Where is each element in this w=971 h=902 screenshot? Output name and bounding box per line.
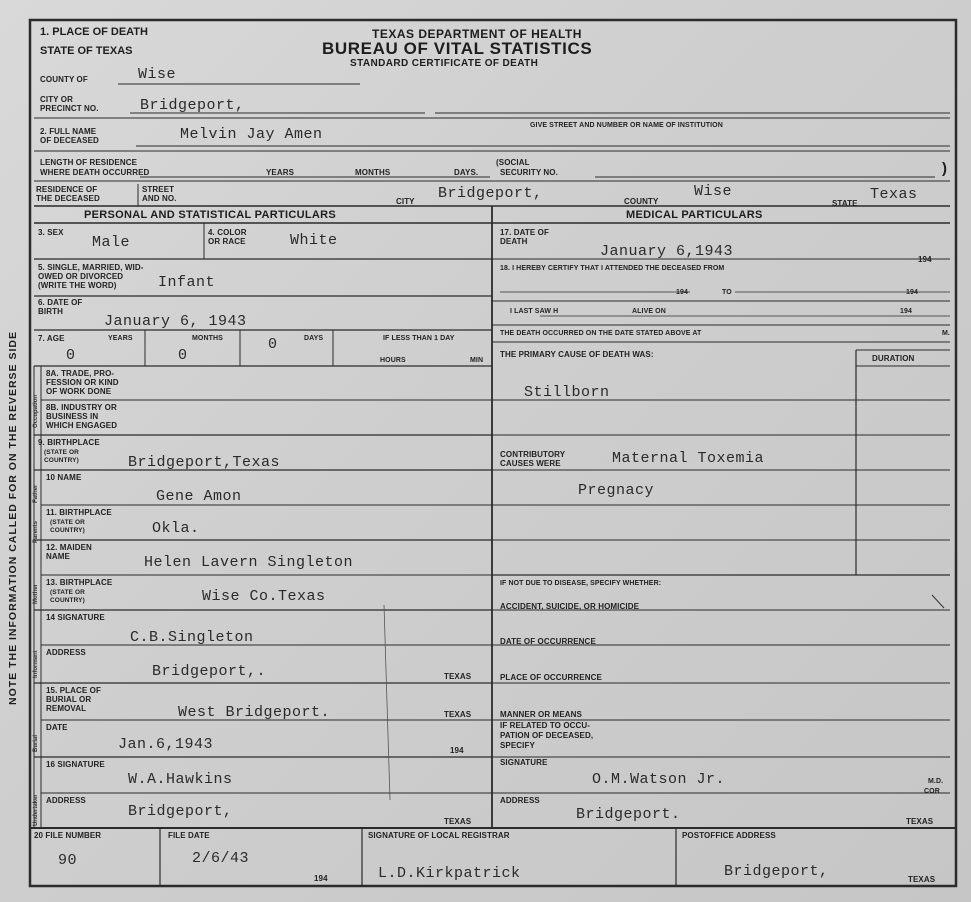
full-name-label-1: 2. FULL NAME xyxy=(40,127,97,136)
color-value: White xyxy=(290,232,338,249)
undertaker-signature-label: 16 SIGNATURE xyxy=(46,760,105,769)
marital-value: Infant xyxy=(158,274,216,291)
burial-place-value: West Bridgeport. xyxy=(178,704,331,721)
trade-label-3: OF WORK DONE xyxy=(46,387,112,396)
mother-birthplace-label-3: COUNTRY) xyxy=(50,597,85,604)
industry-label-1: 8B. INDUSTRY OR xyxy=(46,403,117,412)
color-label-2: OR RACE xyxy=(208,237,246,246)
residence-county-value: Wise xyxy=(694,183,733,200)
father-name-value: Gene Amon xyxy=(156,488,242,505)
color-label-1: 4. COLOR xyxy=(208,228,247,237)
contributory-value-1: Maternal Toxemia xyxy=(612,450,765,467)
father-birthplace-label-3: COUNTRY) xyxy=(50,527,85,534)
registrar-value: L.D.Kirkpatrick xyxy=(378,865,521,882)
informant-value: C.B.Singleton xyxy=(130,629,254,646)
burial-date-value: Jan.6,1943 xyxy=(118,736,214,753)
give-street-label: GIVE STREET AND NUMBER OR NAME OF INSTITUTION xyxy=(530,122,723,129)
industry-label-3: WHICH ENGAGED xyxy=(46,421,118,430)
city-or-label: CITY OR xyxy=(40,95,74,104)
burial-texas-label: TEXAS xyxy=(444,710,472,719)
undertaker-value: W.A.Hawkins xyxy=(128,771,233,788)
county-value: Wise xyxy=(138,66,177,83)
mother-birthplace-label-1: 13. BIRTHPLACE xyxy=(46,578,113,587)
burial-year-label: 194 xyxy=(450,746,464,755)
birthplace-label-1: 9. BIRTHPLACE xyxy=(38,438,100,447)
less-day-label: IF LESS THAN 1 DAY xyxy=(383,335,455,342)
full-name-label-2: OF DECEASED xyxy=(40,136,99,145)
group-mother-label: Mother xyxy=(33,584,39,604)
contributory-label-1: CONTRIBUTORY xyxy=(500,450,566,459)
age-years-label: YEARS xyxy=(108,335,133,342)
father-birthplace-label-2: (STATE OR xyxy=(50,519,85,526)
last-saw-label: I LAST SAW H xyxy=(510,308,559,315)
certificate-title: STANDARD CERTIFICATE OF DEATH xyxy=(350,58,539,69)
date-of-death-value: January 6,1943 xyxy=(600,243,734,260)
group-father-label: Father xyxy=(33,484,39,503)
trade-label-1: 8A. TRADE, PRO- xyxy=(46,369,115,378)
birthplace-label-2: (STATE OR xyxy=(44,449,79,456)
postoffice-label: POSTOFFICE ADDRESS xyxy=(682,831,776,840)
county-of-label: COUNTY OF xyxy=(40,75,88,84)
maiden-label-1: 12. MAIDEN xyxy=(46,543,92,552)
maiden-label-2: NAME xyxy=(46,552,70,561)
social-paren: ) xyxy=(942,160,947,177)
place-occurrence-label: PLACE OF OCCURRENCE xyxy=(500,673,602,682)
group-occupation-label: Occupation xyxy=(33,394,39,428)
father-birthplace-label-1: 11. BIRTHPLACE xyxy=(46,508,112,517)
md-label: M.D. xyxy=(928,778,944,785)
informant-texas-label: TEXAS xyxy=(444,672,472,681)
burial-label-1: 15. PLACE OF xyxy=(46,686,101,695)
state-label: STATE xyxy=(832,199,858,208)
alive-on-label: ALIVE ON xyxy=(632,308,666,315)
marital-label-2: OWED OR DIVORCED xyxy=(38,272,124,281)
informant-signature-label: 14 SIGNATURE xyxy=(46,613,105,622)
full-name-value: Melvin Jay Amen xyxy=(180,126,323,143)
related-label-2: PATION OF DECEASED, xyxy=(500,731,594,740)
m-label: M. xyxy=(942,330,950,337)
residence-label-1: RESIDENCE OF xyxy=(36,185,98,194)
physician-address-label: ADDRESS xyxy=(500,796,540,805)
related-label-3: SPECIFY xyxy=(500,741,535,750)
street-label-1: STREET xyxy=(142,185,175,194)
physician-address-value: Bridgeport. xyxy=(576,806,681,823)
date-of-death-label-2: DEATH xyxy=(500,237,528,246)
file-year-label: 194 xyxy=(314,874,328,883)
undertaker-address-value: Bridgeport, xyxy=(128,803,233,820)
age-days-value: 0 xyxy=(268,336,278,353)
state-of-texas-label: STATE OF TEXAS xyxy=(40,45,133,57)
burial-label-2: BURIAL OR xyxy=(46,695,92,704)
file-number-value: 90 xyxy=(58,852,78,869)
undertaker-texas-label: TEXAS xyxy=(444,817,472,826)
registrar-texas-label: TEXAS xyxy=(908,875,936,884)
file-date-label: FILE DATE xyxy=(168,831,210,840)
years-label: YEARS xyxy=(266,168,295,177)
alive-year-label: 194 xyxy=(900,308,912,315)
from-year-label: 194 xyxy=(676,289,688,296)
physician-signature-label: SIGNATURE xyxy=(500,758,548,767)
registrar-signature-label: SIGNATURE OF LOCAL REGISTRAR xyxy=(368,831,510,840)
residence-city-value: Bridgeport, xyxy=(438,185,543,202)
days-label: DAYS. xyxy=(454,168,479,177)
contributory-label-2: CAUSES WERE xyxy=(500,459,561,468)
accident-label: ACCIDENT, SUICIDE, OR HOMICIDE xyxy=(500,602,640,611)
residence-state-value: Texas xyxy=(870,186,918,203)
father-birthplace-value: Okla. xyxy=(152,520,200,537)
burial-date-label: DATE xyxy=(46,723,68,732)
department-title: TEXAS DEPARTMENT OF HEALTH xyxy=(372,27,582,41)
birth-date-label-1: 6. DATE OF xyxy=(38,298,83,307)
sex-value: Male xyxy=(92,234,131,251)
manner-label: MANNER OR MEANS xyxy=(500,710,582,719)
months-label: MONTHS xyxy=(355,168,391,177)
age-days-label: DAYS xyxy=(304,335,324,342)
to-year-label: 194 xyxy=(906,289,918,296)
mother-birthplace-label-2: (STATE OR xyxy=(50,589,85,596)
birthplace-label-3: COUNTRY) xyxy=(44,457,79,464)
date-occurrence-label: DATE OF OCCURRENCE xyxy=(500,637,596,646)
residence-label-2: THE DECEASED xyxy=(36,194,100,203)
mother-birthplace-value: Wise Co.Texas xyxy=(202,588,326,605)
physician-value: O.M.Watson Jr. xyxy=(592,771,726,788)
trade-label-2: FESSION OR KIND xyxy=(46,378,119,387)
father-name-label: 10 NAME xyxy=(46,473,82,482)
physician-texas-label: TEXAS xyxy=(906,817,934,826)
precinct-label: PRECINCT NO. xyxy=(40,104,99,113)
date-of-death-label-1: 17. DATE OF xyxy=(500,228,549,237)
mother-name-value: Helen Lavern Singleton xyxy=(144,554,354,571)
group-burial-label: Burial xyxy=(33,734,39,752)
hours-label: HOURS xyxy=(380,357,406,364)
group-undertaker-label: Undertaker xyxy=(33,794,39,826)
informant-address-value: Bridgeport,. xyxy=(152,663,267,680)
death-year-label: 194 xyxy=(918,255,932,264)
burial-label-3: REMOVAL xyxy=(46,704,87,713)
industry-label-2: BUSINESS IN xyxy=(46,412,99,421)
birth-date-value: January 6, 1943 xyxy=(104,313,247,330)
informant-address-label: ADDRESS xyxy=(46,648,86,657)
registrar-address-value: Bridgeport, xyxy=(724,863,829,880)
county-label: COUNTY xyxy=(624,197,659,206)
social-label-1: (SOCIAL xyxy=(496,158,530,167)
not-due-label: IF NOT DUE TO DISEASE, SPECIFY WHETHER: xyxy=(500,580,662,587)
cor-label: COR xyxy=(924,788,940,795)
undertaker-address-label: ADDRESS xyxy=(46,796,86,805)
marital-label-1: 5. SINGLE, MARRIED, WID- xyxy=(38,263,144,272)
group-informant-label: Informant xyxy=(33,650,39,678)
city-value: Bridgeport, xyxy=(140,97,245,114)
birthplace-value: Bridgeport,Texas xyxy=(128,454,281,471)
side-note: NOTE THE INFORMATION CALLED FOR ON THE REVERSE SIDE xyxy=(7,331,19,705)
min-label: MIN xyxy=(470,357,484,364)
to-label: TO xyxy=(722,289,732,296)
death-occurred-label: THE DEATH OCCURRED ON THE DATE STATED ABOVE AT xyxy=(500,330,702,337)
duration-label: DURATION xyxy=(872,354,915,363)
file-date-value: 2/6/43 xyxy=(192,850,250,867)
primary-cause-value: Stillborn xyxy=(524,384,610,401)
file-number-label: 20 FILE NUMBER xyxy=(34,831,102,840)
sex-label: 3. SEX xyxy=(38,228,64,237)
contributory-value-2: Pregnacy xyxy=(578,482,655,499)
city-label: CITY xyxy=(396,197,415,206)
place-of-death-label: 1. PLACE OF DEATH xyxy=(40,26,148,38)
street-label-2: AND NO. xyxy=(142,194,177,203)
related-label-1: IF RELATED TO OCCU- xyxy=(500,721,591,730)
personal-section-title: PERSONAL AND STATISTICAL PARTICULARS xyxy=(84,209,336,221)
age-label: 7. AGE xyxy=(38,334,65,343)
certify-label: 18. I HEREBY CERTIFY THAT I ATTENDED THE DECEASED FROM xyxy=(500,265,725,272)
medical-section-title: MEDICAL PARTICULARS xyxy=(626,209,763,221)
age-months-label: MONTHS xyxy=(192,335,223,342)
length-label-1: LENGTH OF RESIDENCE xyxy=(40,158,138,167)
length-label-2: WHERE DEATH OCCURRED xyxy=(40,168,150,177)
age-years-value: 0 xyxy=(66,347,76,364)
social-label-2: SECURITY NO. xyxy=(500,168,558,177)
marital-label-3: (WRITE THE WORD) xyxy=(38,281,117,290)
bureau-title: BUREAU OF VITAL STATISTICS xyxy=(322,39,593,58)
birth-date-label-2: BIRTH xyxy=(38,307,63,316)
group-parents-label: Parents xyxy=(33,520,39,543)
age-months-value: 0 xyxy=(178,347,188,364)
primary-cause-label: THE PRIMARY CAUSE OF DEATH WAS: xyxy=(500,350,654,359)
